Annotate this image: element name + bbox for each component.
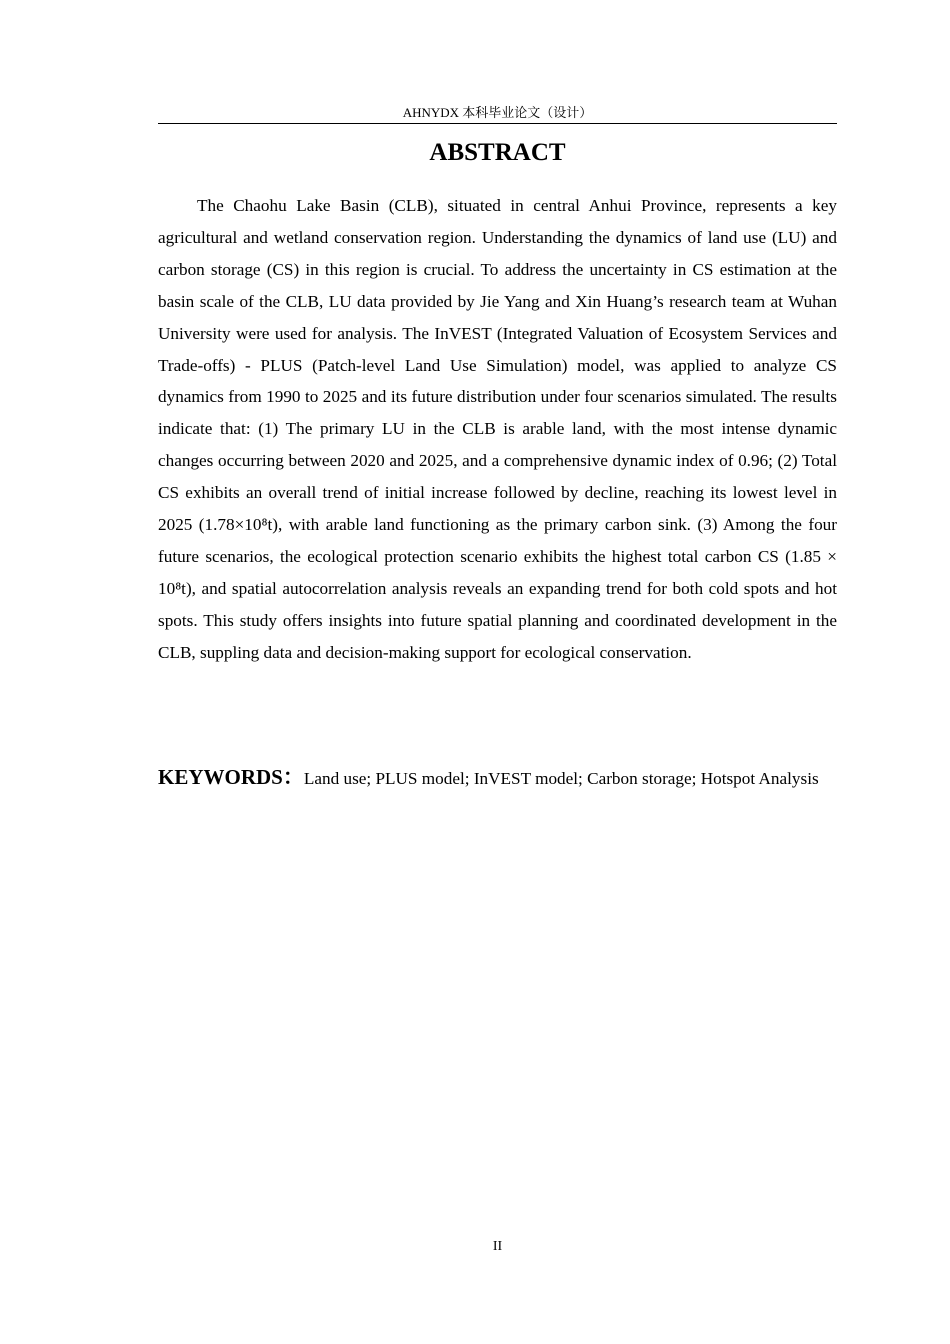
section-title: ABSTRACT [429,139,566,166]
keywords-separator: ： [282,765,304,789]
keywords-list: Land use; PLUS model; InVEST model; Carbon storage; Hotspot Analysis [303,769,819,788]
abstract-paragraph: The Chaohu Lake Basin (CLB), situated in central Anhui Province, represents a key agricultural and wetland conservation region. Understanding the dynamics of land use (LU) and carbon storage (CS) in this region is crucial. To address the uncertainty in CS estimation at the basin scale of the CLB, LU data provided by Jie Yang and Xin Huang’s research team at Wuhan University were used for analysis. The InVEST (Integrated Valuation of Ecosystem Services and Trade-offs) - PLUS (Patch-level Land Use Simulation) model, was applied to analyze CS dynamics from 1990 to 2025 and its future distribution under four scenarios simulated. The results indicate that: (1) The primary LU in the CLB is arable land, with the most intense dynamic changes occurring between 2020 and 2025, and a comprehensive dynamic index of 0.96; (2) Total CS exhibits an overall trend of initial increase followed by decline, reaching its lowest level in 2025 (1.78×10⁸t), with arable land functioning as the primary carbon sink. (3) Among the four future scenarios, the ecological protection scenario exhibits the highest total carbon CS (1.85 × 10⁸t), and spatial autocorrelation analysis reveals an expanding trend for both cold spots and hot spots. This study offers insights into future spatial planning and coordinated development in the CLB, suppling data and decision-making support for ecological conservation. [158,196,837,662]
keywords-label: KEYWORDS [158,765,283,789]
keywords-paragraph [158,760,837,796]
header-divider [158,123,837,124]
running-header: AHNYDX 本科毕业论文（设计） [402,105,593,120]
page-number: II [492,1239,503,1254]
